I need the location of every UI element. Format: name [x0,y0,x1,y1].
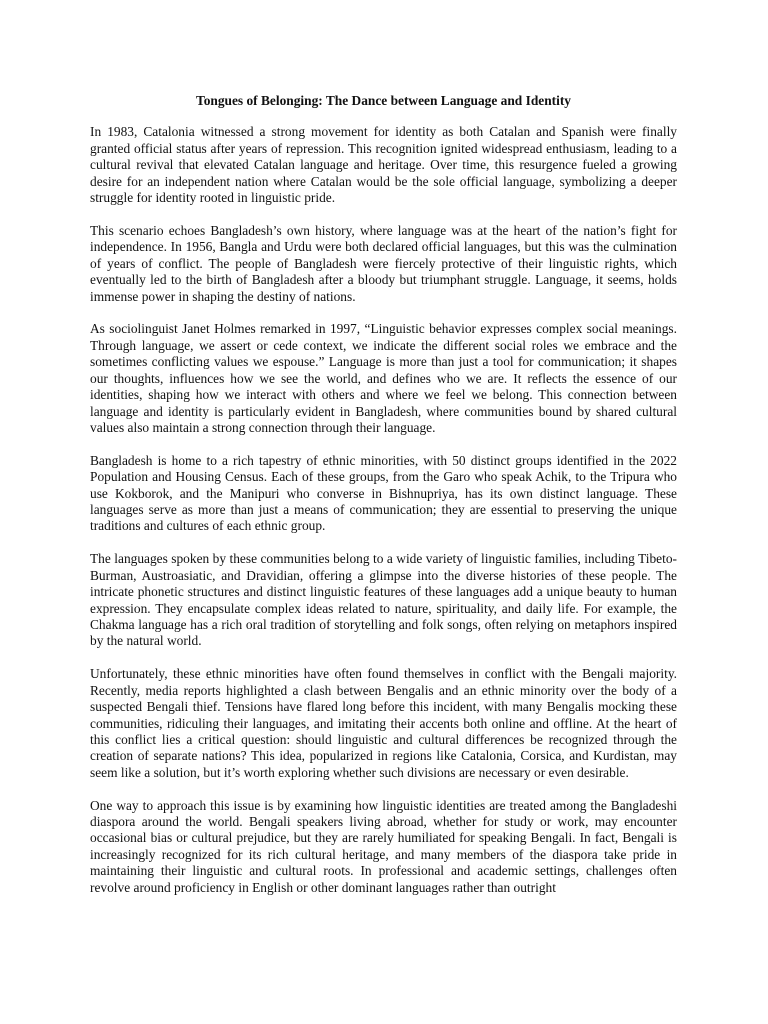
paragraph-catalonia: In 1983, Catalonia witnessed a strong movement for identity as both Catalan and Spanish were finally granted official status after years of repression. This recognition ignited widespread enthusiasm, leading to a cultural revival that elevated Catalan language and heritage. Over time, this resurgence fueled a growing desire for an independent nation where Catalan would be the sole official language, symbolizing a deeper struggle for identity rooted in linguistic pride. [90,124,677,206]
document-title: Tongues of Belonging: The Dance between Language and Identity [196,93,571,108]
paragraph-bangladesh-history: This scenario echoes Bangladesh’s own history, where language was at the heart of the nation’s fight for independence. In 1956, Bangla and Urdu were both declared official languages, but this was the culmination of years of conflict. The people of Bangladesh were fiercely protective of their linguistic rights, which eventually led to the birth of Bangladesh after a bloody but triumphant struggle. Language, it seems, holds immense power in shaping the destiny of nations. [90,222,677,304]
paragraph-ethnic-minorities: Bangladesh is home to a rich tapestry of ethnic minorities, with 50 distinct groups identified in the 2022 Population and Housing Census. Each of these groups, from the Garo who speak Achik, to the Tripura who use Kokborok, and the Manipuri who converse in Bishnupriya, has its own distinct language. These languages serve as more than just a means of communication; they are essential to preserving the unique traditions and cultures of each ethnic group. [90,452,677,534]
document-page [90,93,677,913]
paragraph-conflict: Unfortunately, these ethnic minorities have often found themselves in conflict with the Bengali majority. Recently, media reports highlighted a clash between Bengalis and an ethnic minority over the body of a suspected Bengali thief. Tensions have flared long before this incident, with many Bengalis mocking these communities, ridiculing their languages, and imitating their accents both online and offline. At the heart of this conflict lies a critical question: should linguistic and cultural differences be recognized through the creation of separate nations? This idea, popularized in regions like Catalonia, Corsica, and Kurdistan, may seem like a solution, but it’s worth exploring whether such divisions are necessary or even desirable. [90,666,677,780]
paragraph-holmes-quote: As sociolinguist Janet Holmes remarked in 1997, “Linguistic behavior expresses complex social meanings. Through language, we assert or cede context, we indicate the different social roles we embrace and the sometimes conflicting values we espouse.” Language is more than just a tool for communication; it shapes our thoughts, influences how we see the world, and defines who we are. It reflects the essence of our identities, shaping how we interact with others and where we feel we belong. This connection between language and identity is particularly evident in Bangladesh, where communities bound by shared cultural values also maintain a strong connection through their language. [90,321,677,435]
paragraph-diaspora: One way to approach this issue is by examining how linguistic identities are treated among the Bangladeshi diaspora around the world. Bengali speakers living abroad, whether for study or work, may encounter occasional bias or cultural prejudice, but they are rarely humiliated for speaking Bengali. In fact, Bengali is increasingly recognized for its rich cultural heritage, and many members of the diaspora take pride in maintaining their linguistic and cultural roots. In professional and academic settings, challenges often revolve around proficiency in English or other dominant languages rather than outright [90,797,677,895]
paragraph-linguistic-families: The languages spoken by these communities belong to a wide variety of linguistic families, including Tibeto-Burman, Austroasiatic, and Dravidian, offering a glimpse into the diverse histories of these people. The intricate phonetic structures and distinct linguistic features of these languages add a unique beauty to human expression. They encapsulate complex ideas related to nature, spirituality, and daily life. For example, the Chakma language has a rich oral tradition of storytelling and folk songs, often relying on metaphors inspired by the natural world. [90,551,677,649]
